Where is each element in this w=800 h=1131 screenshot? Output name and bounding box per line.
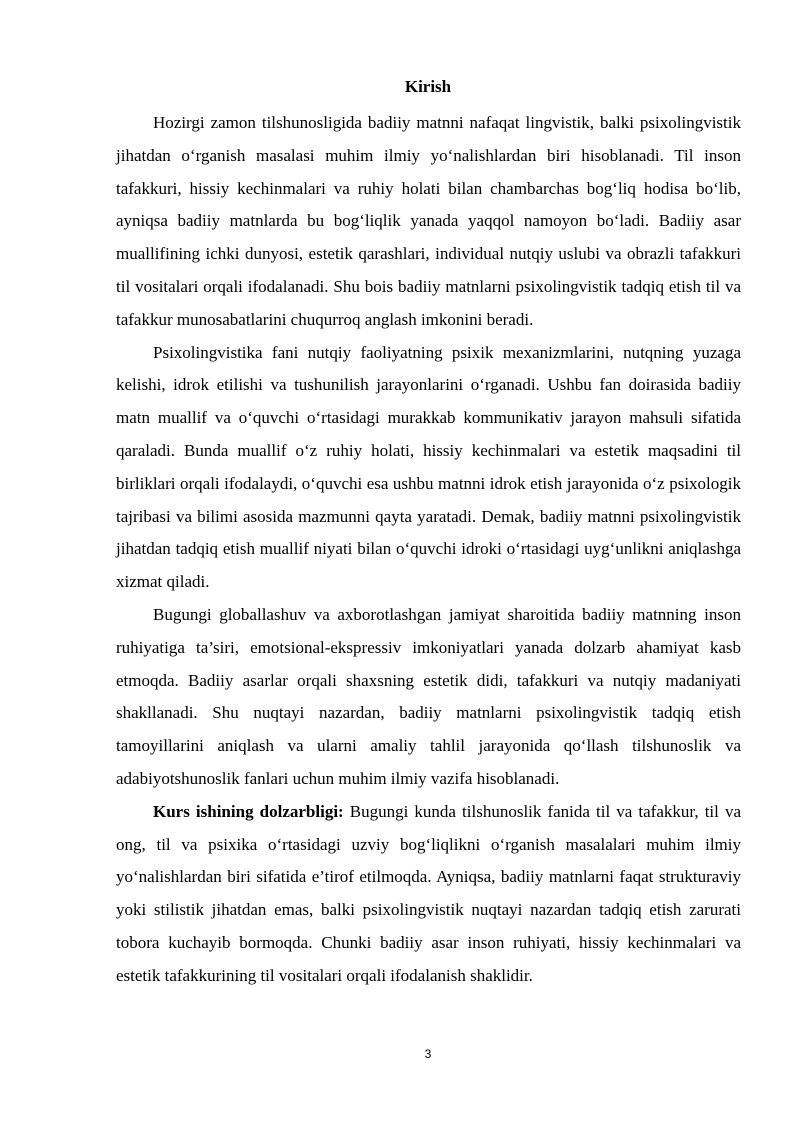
- paragraph-text: Bugungi kunda tilshunoslik fanida til va tafakkur, til va ong, til va psixika o‘rtasidagi uzviy bog‘liqlikni o‘rganish masalalari muhim ilmiy yo‘nalishlardan biri sifatida e’tirof etilmoqda. Ayniqsa, badiiy matnlarni faqat strukturaviy yoki stilistik jihatdan emas, balki psixolingvistik nuqtayi nazardan tadqiq etish zarurati tobora kuchayib bormoqda. Chunki badiiy asar inson ruhiyati, hissiy kechinmalari va estetik tafakkurining til vositalari orqali ifodalanish shaklidir.: [116, 801, 741, 985]
- body-text: [116, 107, 741, 993]
- section-title: Kirish: [404, 77, 452, 96]
- page-number: 3: [424, 1047, 432, 1061]
- paragraph: [116, 107, 741, 337]
- paragraph-lead: Kurs ishining dolzarbligi:: [153, 801, 344, 821]
- paragraph-text: Bugungi globallashuv va axborotlashgan jamiyat sharoitida badiiy matnning inson ruhiyatiga ta’siri, emotsional-ekspressiv imkoniyatlari yanada dolzarb ahamiyat kasb etmoqda. Badiiy asarlar orqali shaxsning estetik didi, tafakkuri va nutqiy madaniyati shakllanadi. Shu nuqtayi nazardan, badiiy matnlarni psixolingvistik tadqiq etish tamoyillarini aniqlash va ularni amaliy tahlil jarayonida qo‘llash tilshunoslik va adabiyotshunoslik fanlari uchun muhim ilmiy vazifa hisoblanadi.: [116, 604, 741, 788]
- paragraph: [116, 599, 741, 796]
- paragraph-text: Hozirgi zamon tilshunosligida badiiy matnni nafaqat lingvistik, balki psixolingvistik jihatdan o‘rganish masalasi muhim ilmiy yo‘nalishlardan biri hisoblanadi. Til inson tafakkuri, hissiy kechinmalari va ruhiy holati bilan chambarchas bog‘liq hodisa bo‘lib, ayniqsa badiiy matnlarda bu bog‘liqlik yanada yaqqol namoyon bo‘ladi. Badiiy asar muallifining ichki dunyosi, estetik qarashlari, individual nutqiy uslubi va obrazli tafakkuri til vositalari orqali ifodalanadi. Shu bois badiiy matnlarni psixolingvistik tadqiq etish til va tafakkur munosabatlarini chuqurroq anglash imkonini beradi.: [116, 113, 741, 329]
- paragraph: [116, 796, 741, 993]
- paragraph-text: Psixolingvistika fani nutqiy faoliyatning psixik mexanizmlarini, nutqning yuzaga kelishi, idrok etilishi va tushunilish jarayonlarini o‘rganadi. Ushbu fan doirasida badiiy matn muallif va o‘quvchi o‘rtasidagi murakkab kommunikativ jarayon mahsuli sifatida qaraladi. Bunda muallif o‘z ruhiy holati, hissiy kechinmalari va estetik maqsadini til birliklari orqali ifodalaydi, o‘quvchi esa ushbu matnni idrok etish jarayonida o‘z psixologik tajribasi va bilimi asosida mazmunni qayta yaratadi. Demak, badiiy matnni psixolingvistik jihatdan tadqiq etish muallif niyati bilan o‘quvchi idroki o‘rtasidagi uyg‘unlikni aniqlashga xizmat qiladi.: [116, 342, 741, 592]
- paragraph: [116, 337, 741, 599]
